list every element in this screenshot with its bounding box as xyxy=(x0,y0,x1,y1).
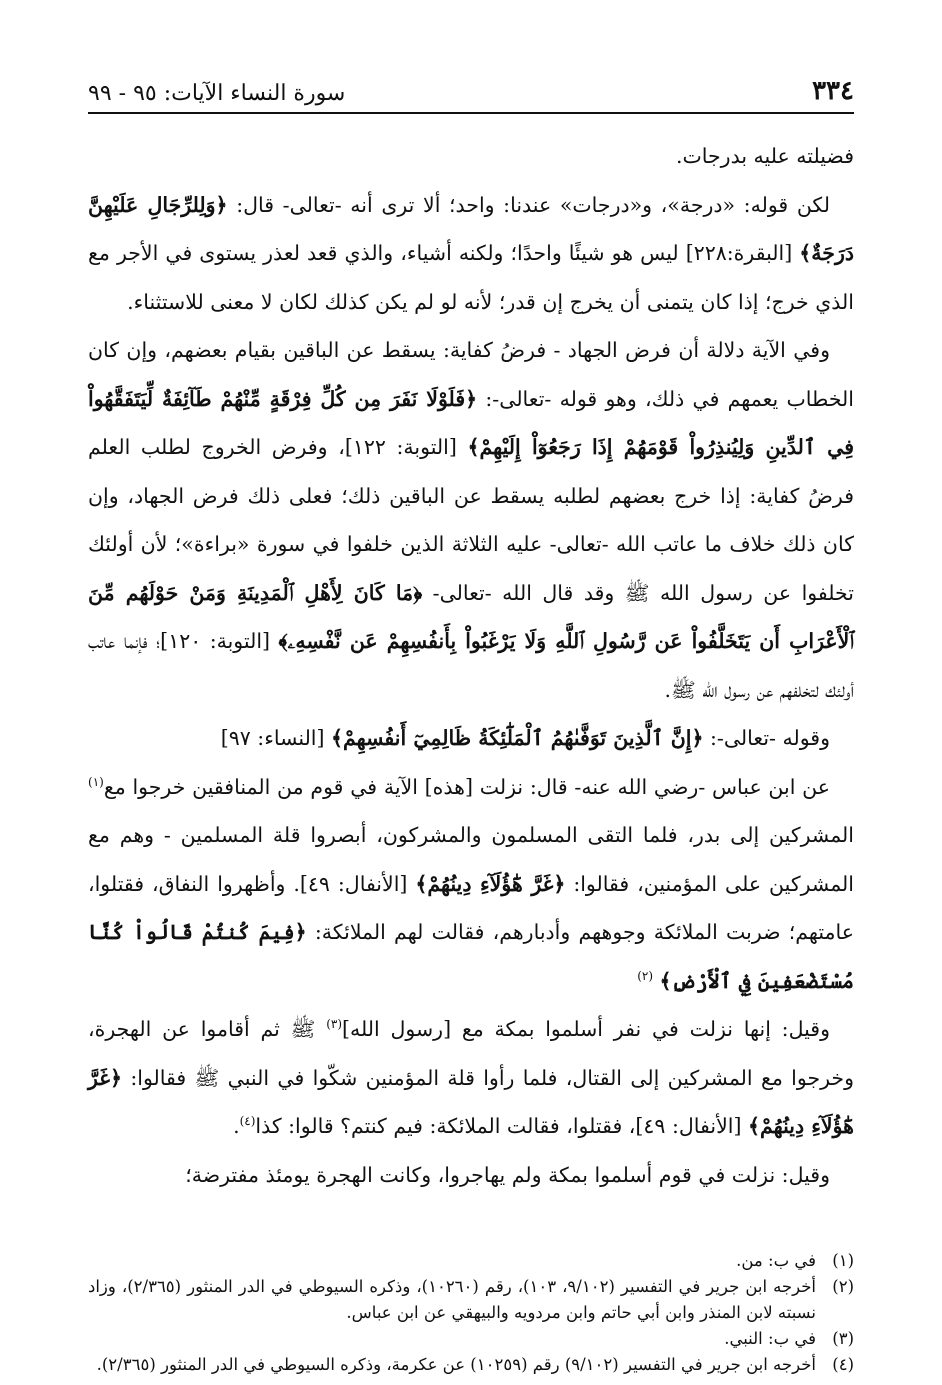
quran-quote: ﴿غَرَّ هَٰٓؤُلَآءِ دِينُهُمْ﴾ xyxy=(88,1065,854,1138)
paragraph xyxy=(88,181,854,327)
footnote xyxy=(88,1248,854,1274)
footnote-ref[interactable]: (١) xyxy=(88,774,104,789)
text-run: [التوبة: ١٢٠]؛ فإنما عاتب أولئك لتخلفهم عن رسول الله ﷺ. xyxy=(88,629,854,702)
text-run: وقوله -تعالى-: xyxy=(703,726,830,750)
paragraph xyxy=(88,763,854,1006)
body-text xyxy=(88,132,854,1199)
footnotes xyxy=(88,1248,854,1378)
text-run: ﷺ ثم أقاموا عن الهجرة، وخرجوا مع المشركين إلى القتال، فلما رأوا قلة المؤمنين شكّوا في النبي ﷺ فقالوا: xyxy=(88,1017,854,1090)
footnote-number: (١) xyxy=(832,1251,854,1270)
footnote xyxy=(88,1274,854,1326)
text-run: [الأنفال: ٤٩]. وأظهروا النفاق، فقتلوا، عامتهم؛ ضربت الملائكة وجوههم وأدبارهم، فقالت لهم الملائكة: xyxy=(88,871,854,944)
quran-quote: ﴿فَلَوْلَا نَفَرَ مِن كُلِّ فِرْقَةٍ مِّنْهُمْ طَآئِفَةٌ لِّيَتَفَقَّهُواْ فِي ٱلدِّينِ وَلِيُنذِرُواْ قَوْمَهُمْ إِذَا رَجَعُوٓاْ إِلَيْهِمْ﴾ xyxy=(88,386,854,459)
quran-quote: ﴿مَا كَانَ لِأَهْلِ ٱلْمَدِينَةِ وَمَنْ حَوْلَهُم مِّنَ ٱلْأَعْرَابِ أَن يَتَخَلَّفُواْ عَن رَّسُولِ ٱللَّهِ وَلَا يَرْغَبُواْ بِأَنفُسِهِمْ عَن نَّفْسِهِۦ﴾ xyxy=(88,580,855,653)
footnote xyxy=(88,1326,854,1352)
quran-quote: ﴿إِنَّ ٱلَّذِينَ تَوَفَّىٰهُمُ ٱلْمَلَٰٓئِكَةُ ظَالِمِيٓ أَنفُسِهِمْ﴾ xyxy=(331,726,704,750)
paragraph xyxy=(88,714,854,763)
text-run: عن ابن عباس -رضي الله عنه- قال: نزلت [هذه] الآية في قوم من المنافقين خرجوا مع xyxy=(103,774,830,799)
quran-quote: ﴿غَرَّ هَٰٓؤُلَآءِ دِينُهُمْ﴾ xyxy=(415,871,566,896)
text-run: [النساء: ٩٧] xyxy=(220,726,332,750)
text-run: وقيل: إنها نزلت في نفر أسلموا بمكة مع [رسول الله] xyxy=(342,1017,830,1041)
text-run: وقيل: نزلت في قوم أسلموا بمكة ولم يهاجروا، وكانت الهجرة يومئذ مفترضة؛ xyxy=(185,1162,830,1187)
running-head xyxy=(88,66,854,114)
text-run: [البقرة:٢٢٨] ليس هو شيئًا واحدًا؛ ولكنه أشياء، والذي قعد لعذر يستوى في الأجر مع الذي خرج؛ إذا كان يتمنى أن يخرج إن قدر؛ لأنه لو لم يكن كذلك لكان لا معنى للاستثناء. xyxy=(88,241,854,314)
paragraph xyxy=(88,132,854,181)
footnote xyxy=(88,1352,854,1378)
text-run: . xyxy=(233,1114,240,1138)
text-run: لكن قوله: «درجة»، و«درجات» عندنا: واحد؛ ألا ترى أنه -تعالى- قال: xyxy=(227,192,831,217)
quran-quote: ﴿وَلِلرِّجَالِ عَلَيْهِنَّ دَرَجَةٌ﴾ xyxy=(88,192,854,265)
footnote-ref[interactable]: (٢) xyxy=(637,968,654,983)
footnote-text: في ب: من. xyxy=(736,1251,816,1270)
text-run: وفي الآية دلالة أن فرض الجهاد - فرضُ كفاية: يسقط عن الباقين بقيام بعضهم، وإن كان الخطاب يعمهم في ذلك، وهو قوله -تعالى-: xyxy=(88,338,854,411)
footnote-text: أخرجه ابن جرير في التفسير (٩/١٠٢، ١٠٣)، رقم (١٠٢٦٠)، وذكره السيوطي في الدر المنثور (٢/٣٦٥)، وزاد نسبته لابن المنذر وابن أبي حاتم وابن مردويه والبيهقي عن ابن عباس. xyxy=(88,1277,816,1322)
paragraph xyxy=(88,1151,854,1200)
footnote-text: في ب: النبي. xyxy=(724,1329,816,1348)
paragraph xyxy=(88,1005,854,1151)
paragraph xyxy=(88,326,854,714)
footnote-ref[interactable]: (٣) xyxy=(326,1017,343,1032)
text-run: [الأنفال: ٤٩]، فقتلوا، فقالت الملائكة: فيم كنتم؟ قالوا: كذا xyxy=(255,1114,748,1138)
footnote-number: (٤) xyxy=(832,1355,854,1374)
text-run: فضيلته عليه بدرجات. xyxy=(675,144,854,168)
footnote-number: (٣) xyxy=(832,1329,854,1348)
page-number: ٣٣٤ xyxy=(812,76,854,106)
footnote-number: (٢) xyxy=(832,1277,854,1296)
quran-quote: ﴿فِيمَ كُنتُمْ قَالُواْ كُنَّا مُسْتَضْعَفِينَ فِي ٱلْأَرْضِ﴾ xyxy=(88,920,854,993)
text-run: المشركين إلى بدر، فلما التقى المسلمون والمشركون، أبصروا قلة المسلمين - وهم مع المشركين على المؤمنين، فقالوا: xyxy=(88,823,854,896)
footnote-ref[interactable]: (٤) xyxy=(239,1114,256,1129)
text-run: [التوبة: ١٢٢]، وفرض الخروج لطلب العلم فرضُ كفاية: إذا خرج بعضهم لطلبه يسقط عن الباقين ذلك؛ فعلى ذلك فرض الجهاد، وإن كان ذلك خلاف ما عاتب الله -تعالى- عليه الثلاثة الذين خلفوا في سورة «براءة»؛ لأن أولئك تخلفوا عن رسول الله ﷺ وقد قال الله -تعالى- xyxy=(88,435,854,605)
running-title: سورة النساء الآيات: ٩٥ - ٩٩ xyxy=(88,81,346,106)
footnote-text: أخرجه ابن جرير في التفسير (٩/١٠٢) رقم (١٠٢٥٩) عن عكرمة، وذكره السيوطي في الدر المنثور (٢/٣٦٥). xyxy=(96,1355,816,1374)
